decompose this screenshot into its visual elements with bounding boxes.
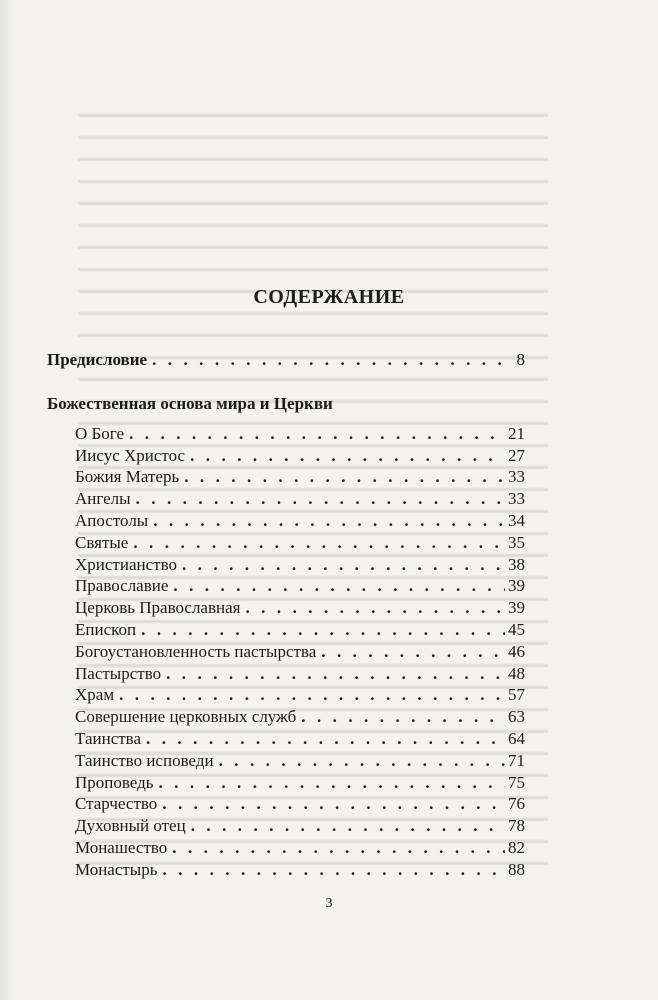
toc-entry-page: 35 [508,532,525,552]
toc-entry [47,663,525,685]
dot-leader [172,837,505,859]
toc-entry-label: Святые [75,532,129,552]
dot-leader [152,349,513,371]
toc-entry [47,750,525,772]
dot-leader [190,445,505,467]
dot-leader [166,663,505,685]
dot-leader [219,750,505,772]
toc-entry-page: 27 [508,445,525,465]
toc-entry-page: 33 [508,467,525,487]
toc-entry [47,859,525,881]
toc-entry-page: 71 [508,750,525,770]
toc-entry-label: Старчество [75,794,158,814]
toc-entry-page: 57 [508,685,525,705]
toc-entry-label: Таинство исповеди [75,750,214,770]
toc-entry-page: 48 [508,663,525,683]
toc-entry-label: Монастырь [75,859,158,879]
toc-entry [47,619,525,641]
toc-entry-page: 46 [508,641,525,661]
toc-entry-label: Апостолы [75,510,149,530]
toc-entry-list [47,423,525,881]
toc-entry-page: 63 [508,707,525,727]
toc-entry [47,684,525,706]
toc-entry-page: 45 [508,619,525,639]
page-number: 3 [325,896,333,911]
toc-entry-label: Православие [75,576,169,596]
toc-entry-label: Христианство [75,554,177,574]
dot-leader [146,728,505,750]
dot-leader [159,772,505,794]
dot-leader [173,575,505,597]
toc-entry-page: 88 [508,859,525,879]
toc-entry-page: 64 [508,728,525,748]
toc-entry-label: Ангелы [75,489,131,509]
toc-entry-label: Божия Матерь [75,467,180,487]
toc-entry-page: 21 [508,423,525,443]
toc-entry [47,706,525,728]
page-title: СОДЕРЖАНИЕ [253,286,405,308]
dot-leader [184,466,505,488]
toc-entry-page: 39 [508,576,525,596]
toc-entry-page: 8 [516,350,525,369]
dot-leader [182,554,505,576]
toc-entry-label: Епископ [75,619,137,639]
dot-leader [163,859,506,881]
toc-entry-label: О Боге [75,423,125,443]
dot-leader [321,641,505,663]
toc-entry-page: 78 [508,816,525,836]
toc-entry-page: 34 [508,510,525,530]
toc-entry [47,793,525,815]
toc-entry-page: 75 [508,772,525,792]
toc-entry-preface [47,349,525,371]
toc-entry-label: Храм [75,685,115,705]
dot-leader [153,510,505,532]
toc-entry-label: Совершение церковных служб [75,707,297,727]
toc-entry-page: 33 [508,489,525,509]
toc-entry-label: Монашество [75,837,168,857]
toc-entry-page: 39 [508,598,525,618]
dot-leader [133,532,505,554]
toc-entry [47,510,525,532]
toc-entry [47,815,525,837]
toc-entry-page: 38 [508,554,525,574]
toc-entry-label: Богоустановленность пастырства [75,641,317,661]
toc-entry [47,466,525,488]
dot-leader [301,706,505,728]
toc-entry [47,837,525,859]
toc-entry-label: Духовный отец [75,816,186,836]
toc-entry-label: Церковь Православная [75,598,241,618]
toc-entry [47,554,525,576]
toc-entry-label: Таинства [75,728,142,748]
toc-entry-label: Пастырство [75,663,162,683]
toc-entry-page: 82 [508,837,525,857]
dot-leader [119,684,505,706]
dot-leader [129,423,505,445]
toc-entry [47,488,525,510]
toc-entry [47,532,525,554]
table-of-contents [47,349,525,881]
toc-entry [47,575,525,597]
toc-entry [47,728,525,750]
dot-leader [245,597,505,619]
toc-entry-page: 76 [508,794,525,814]
toc-entry [47,772,525,794]
toc-entry [47,641,525,663]
toc-entry [47,423,525,445]
toc-entry-label: Иисус Христос [75,445,186,465]
toc-entry [47,597,525,619]
dot-leader [162,793,505,815]
dot-leader [141,619,505,641]
toc-entry-label: Проповедь [75,772,154,792]
dot-leader [191,815,505,837]
toc-section-heading: Божественная основа мира и Церкви [47,393,333,413]
toc-entry-label: Предисловие [47,350,148,369]
dot-leader [136,488,505,510]
toc-entry [47,445,525,467]
